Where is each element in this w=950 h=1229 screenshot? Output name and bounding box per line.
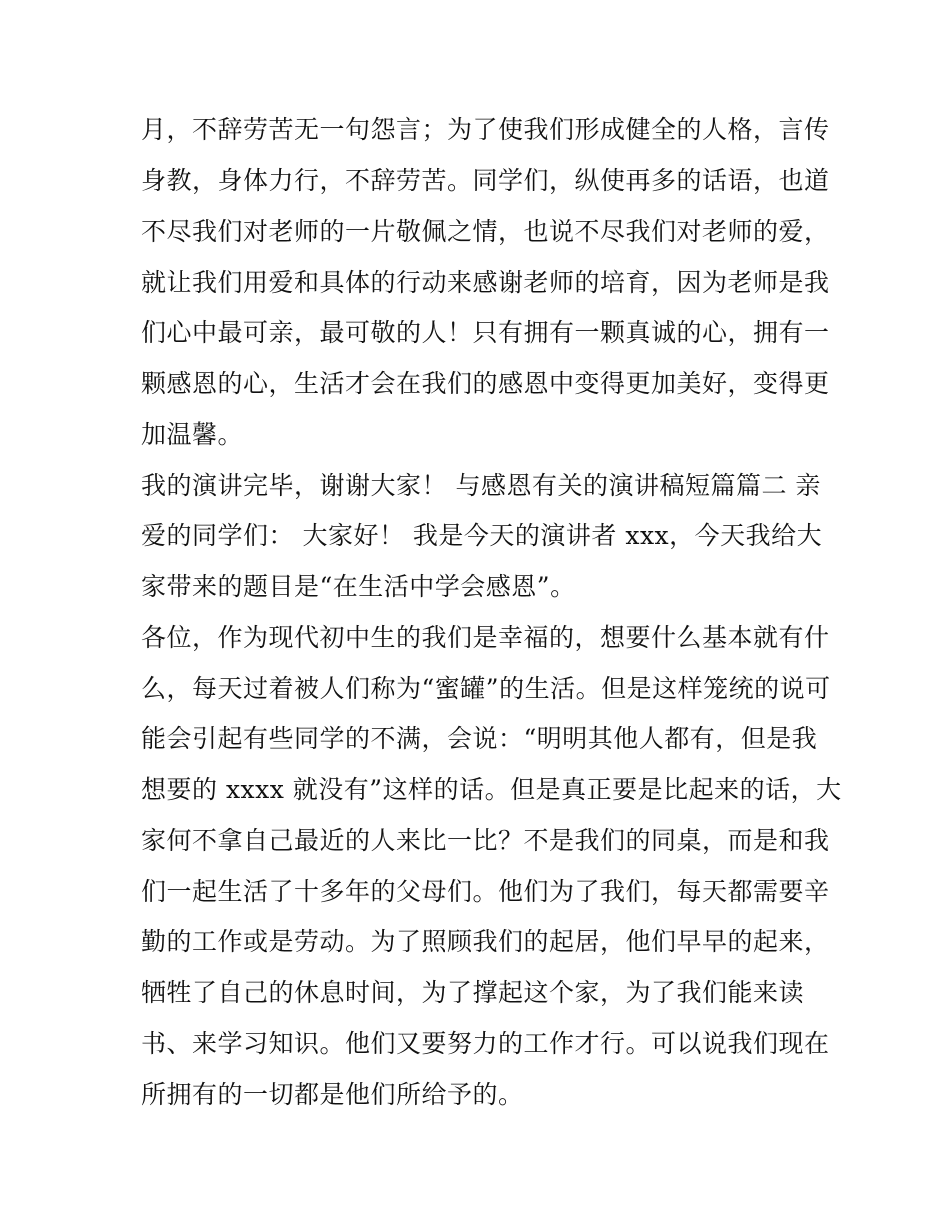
text-line: 书、来学习知识。他们又要努力的工作才行。可以说我们现在: [141, 1029, 830, 1058]
text-line: 么，每天过着被人们称为“蜜罐”的生活。但是这样笼统的说可: [141, 674, 831, 703]
text-line: 各位，作为现代初中生的我们是幸福的，想要什么基本就有什: [141, 623, 830, 652]
text-line: 就让我们用爱和具体的行动来感谢老师的培育，因为老师是我: [141, 268, 830, 297]
text-line: 身教，身体力行，不辞劳苦。同学们，纵使再多的话语，也道: [141, 166, 830, 195]
text-line: 颗感恩的心，生活才会在我们的感恩中变得更加美好，变得更: [141, 369, 830, 398]
text-line: 想要的 xxxx 就没有”这样的话。但是真正要是比起来的话，大: [141, 775, 842, 804]
text-line: 加温馨。: [141, 420, 244, 449]
text-line: 们一起生活了十多年的父母们。他们为了我们，每天都需要辛: [141, 877, 830, 906]
text-line: 勤的工作或是劳动。为了照顾我们的起居，他们早早的起来，: [141, 927, 830, 956]
text-line: 我的演讲完毕，谢谢大家！ 与感恩有关的演讲稿短篇篇二 亲: [141, 471, 821, 500]
text-line: 家带来的题目是“在生活中学会感恩”。: [141, 572, 576, 601]
text-line: 们心中最可亲，最可敬的人！只有拥有一颗真诚的心，拥有一: [141, 318, 830, 347]
text-line: 不尽我们对老师的一片敬佩之情，也说不尽我们对老师的爱，: [141, 217, 830, 246]
text-line: 所拥有的一切都是他们所给予的。: [141, 1080, 524, 1109]
text-line: 月，不辞劳苦无一句怨言；为了使我们形成健全的人格，言传: [141, 115, 830, 144]
text-line: 能会引起有些同学的不满，会说：“明明其他人都有，但是我: [141, 724, 818, 753]
text-line: 牺牲了自己的休息时间，为了撑起这个家，为了我们能来读: [141, 978, 805, 1007]
text-line: 家何不拿自己最近的人来比一比？不是我们的同桌，而是和我: [141, 826, 830, 855]
text-line: 爱的同学们： 大家好！ 我是今天的演讲者 xxx，今天我给大: [141, 521, 823, 550]
